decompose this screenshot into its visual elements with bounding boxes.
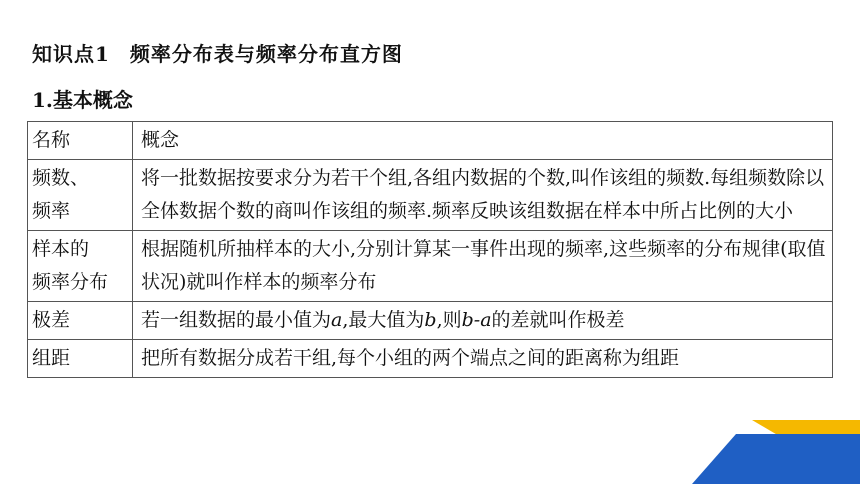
corner-decoration [690, 420, 860, 484]
row-desc-cell: 将一批数据按要求分为若干个组,各组内数据的个数,叫作该组的频数.每组频数除以全体数据个数的商叫作该组的频率.频率反映该组数据在样本中所占比例的大小 [133, 160, 833, 231]
table-row [28, 302, 833, 340]
row-name-line: 样本的 [32, 238, 90, 260]
row-name-cell [28, 231, 133, 302]
row-name-line: 频数、 [32, 167, 90, 189]
variable-difference: b-a [461, 309, 492, 331]
table-header-row [28, 122, 833, 160]
desc-text: ,则 [436, 309, 462, 331]
header-concept-cell: 概念 [133, 122, 833, 160]
section-heading [32, 38, 403, 67]
row-name-cell: 组距 [28, 340, 133, 378]
section-topic: 频率分布表与频率分布直方图 [129, 42, 403, 66]
subsection-heading [32, 84, 133, 113]
row-desc-cell: 把所有数据分成若干组,每个小组的两个端点之间的距离称为组距 [133, 340, 833, 378]
variable-a: a [331, 309, 343, 331]
row-desc-cell [133, 302, 833, 340]
desc-text: ,最大值为 [342, 309, 425, 331]
row-name-line: 频率 [32, 200, 71, 222]
desc-text: 若一组数据的最小值为 [141, 309, 332, 331]
subsection-number: 1 [32, 88, 46, 112]
row-name-line: 频率分布 [32, 271, 109, 293]
row-desc-cell: 根据随机所抽样本的大小,分别计算某一事件出现的频率,这些频率的分布规律(取值状况)就叫作样本的频率分布 [133, 231, 833, 302]
table-row [28, 160, 833, 231]
row-name-cell [28, 160, 133, 231]
decoration-blue-band [692, 434, 860, 484]
concept-table [27, 121, 833, 378]
table-row [28, 231, 833, 302]
knowledge-point-label: 知识点1 [32, 42, 110, 66]
desc-text: 的差就叫作极差 [491, 309, 625, 331]
subsection-title: .基本概念 [45, 88, 133, 112]
header-name-cell: 名称 [28, 122, 133, 160]
variable-b: b [424, 309, 437, 331]
row-name-cell: 极差 [28, 302, 133, 340]
table-row [28, 340, 833, 378]
